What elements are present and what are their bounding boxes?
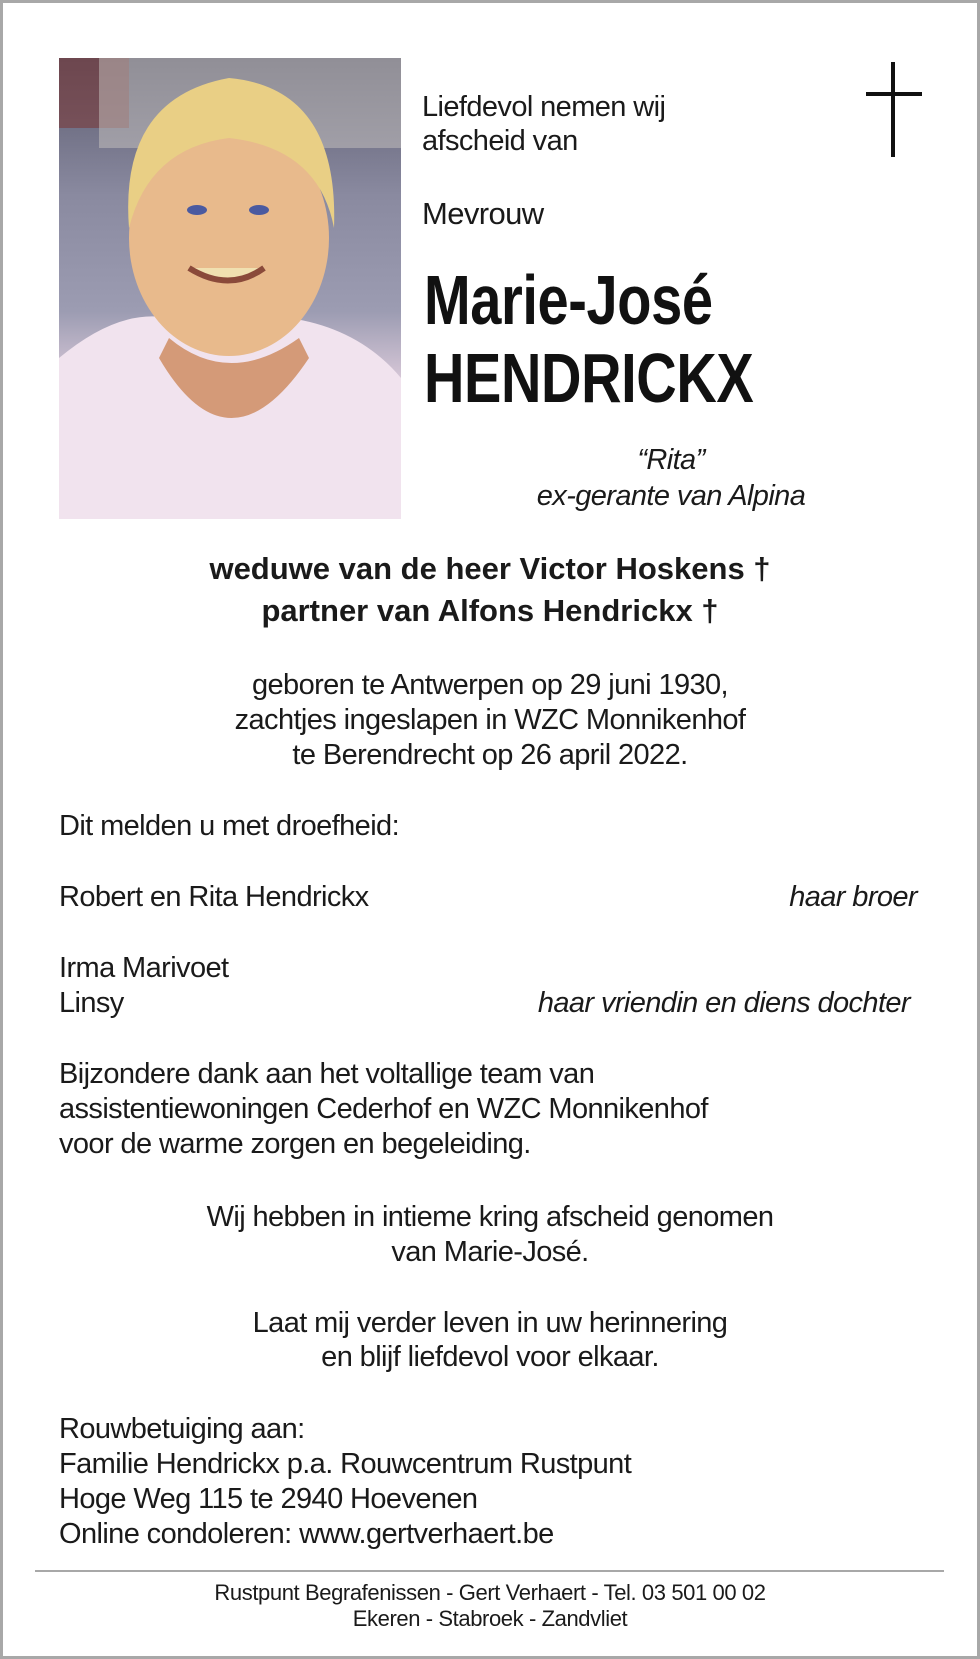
portrait-photo: [59, 58, 401, 519]
condolence-line: Hoge Weg 115 te 2940 Hoevenen: [59, 1483, 478, 1515]
footer-line: Rustpunt Begrafenissen - Gert Verhaert - Tel. 03 501 00 02: [214, 1580, 766, 1605]
cross-icon: [891, 62, 895, 157]
mourner-relation: haar vriendin en diens dochter: [537, 987, 910, 1019]
thanks-line: Bijzondere dank aan het voltallige team van: [59, 1058, 595, 1090]
intro-line: afscheid van: [422, 125, 578, 157]
cross-icon-bar: [866, 92, 922, 96]
intro-line: Liefdevol nemen wij: [422, 91, 666, 123]
condolence-line: Rouwbetuiging aan:: [59, 1413, 305, 1445]
nickname: “Rita”: [637, 444, 705, 476]
birth-death-line: zachtjes ingeslapen in WZC Monnikenhof: [234, 704, 746, 736]
last-name: HENDRICKX: [424, 339, 754, 417]
thanks-line: voor de warme zorgen en begeleiding.: [59, 1128, 531, 1160]
thanks-line: assistentiewoningen Cederhof en WZC Monnikenhof: [59, 1093, 708, 1125]
condolence-website[interactable]: Online condoleren: www.gertverhaert.be: [59, 1518, 554, 1550]
mourner-relation: haar broer: [789, 881, 917, 913]
condolence-line: Familie Hendrickx p.a. Rouwcentrum Rustpunt: [59, 1448, 632, 1480]
announcement: Dit melden u met droefheid:: [59, 810, 400, 842]
footer-line: Ekeren - Stabroek - Zandvliet: [352, 1606, 628, 1631]
first-name: Marie-José: [424, 261, 713, 339]
quote-line: en blijf liefdevol voor elkaar.: [321, 1341, 659, 1373]
birth-death-line: geboren te Antwerpen op 29 juni 1930,: [251, 669, 729, 701]
relation-line: partner van Alfons Hendrickx †: [261, 593, 719, 628]
farewell-line: Wij hebben in intieme kring afscheid genomen: [206, 1201, 774, 1233]
salutation: Mevrouw: [422, 196, 544, 231]
occupation: ex-gerante van Alpina: [536, 480, 806, 512]
relation-line: weduwe van de heer Victor Hoskens †: [209, 551, 771, 586]
farewell-line: van Marie-José.: [391, 1236, 589, 1268]
quote-line: Laat mij verder leven in uw herinnering: [252, 1307, 728, 1339]
mourner-name: Robert en Rita Hendrickx: [59, 881, 369, 913]
mourner-name: Irma Marivoet: [59, 952, 229, 984]
birth-death-line: te Berendrecht op 26 april 2022.: [292, 739, 688, 771]
divider: [35, 1570, 944, 1572]
mourner-name: Linsy: [59, 987, 124, 1019]
